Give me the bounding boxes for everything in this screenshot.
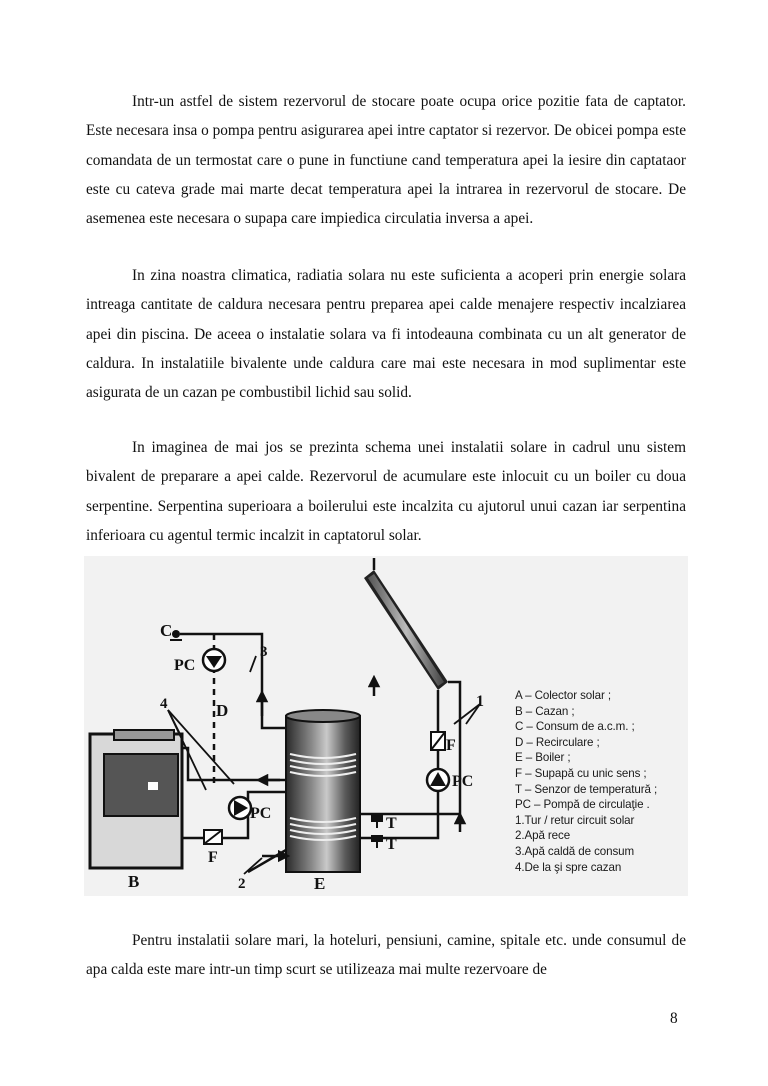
label-1: 1 [476, 693, 484, 710]
label-3: 3 [260, 644, 268, 660]
paragraph-3: In imaginea de mai jos se prezinta schema unei instalatii solare in cadrul unu sistem bivalent de preparare a apei calde. Rezervorul de acumulare este inlocuit cu un boiler cu doua serpentine. Serpentina superioara a boilerului este incalzita cu ajutorul unui cazan iar serpentina inferioara cu agentul termic incalzit in captatorul solar. [86, 439, 686, 544]
legend-item: 2.Apă rece [515, 829, 571, 843]
legend-item: A – Colector solar ; [515, 689, 611, 702]
legend-item: B – Cazan ; [515, 704, 575, 718]
label-pc-top: PC [174, 657, 196, 674]
legend-item: 4.De la şi spre cazan [515, 860, 622, 874]
label-2: 2 [238, 876, 246, 892]
paragraph-4: Pentru instalatii solare mari, la hoteluri, pensiuni, camine, spitale etc. unde consumul de apa calda este mare intr-un timp scurt se utilizeaza mai multe rezervoare de [86, 932, 686, 979]
temperature-sensors [372, 816, 382, 848]
label-f-left: F [208, 849, 218, 866]
check-valve-left [204, 830, 222, 844]
paragraph-2: In zina noastra climatica, radiatia solara nu este suficienta a acoperi prin energie solara intreaga cantitate de caldura necesara pentru preparea apei calde menajere respectiv incalziarea apei din piscina. De aceea o instalatie solara va fi intodeauna combinata cu un alt generator de caldura. In instalatiile bivalente unde caldura care mai este necesara in mod suplimentar este asigurata de un cazan pe combustibil lichid sau solid. [86, 267, 686, 402]
pump-right [427, 769, 449, 791]
label-t1: T [386, 815, 397, 832]
legend-item: 1.Tur / retur circuit solar [515, 813, 635, 827]
boiler-tank [286, 710, 360, 872]
label-pc-right: PC [452, 773, 474, 790]
legend-item: T – Senzor de temperatură ; [515, 782, 658, 796]
legend-item: C – Consum de a.c.m. ; [515, 720, 635, 734]
legend-item: PC – Pompă de circulaţie . [515, 798, 650, 812]
check-valve-right [431, 732, 445, 750]
label-f-right: F [446, 737, 456, 754]
label-d: D [216, 701, 229, 720]
label-pc-mid: PC [250, 805, 272, 822]
diagram-legend [515, 688, 690, 875]
paragraph-1: Intr-un astfel de sistem rezervorul de stocare poate ocupa orice pozitie fata de captator. Este necesara insa o pompa pentru asigurarea apei intre captator si rezervor. De obicei pompa este comandata de un termostat care o pune in functiune cand temperatura apei la iesire din captataor este cu cateva grade mai marte decat temperatura apei la intrarea in rezervorul de stocare. De asemenea este necesara o supapa care impiedica circulatia inversa a apei. [86, 93, 686, 228]
solar-collector [364, 570, 448, 690]
page-number: 8 [670, 1010, 678, 1027]
legend-item: D – Recirculare ; [515, 735, 600, 749]
legend-item: E – Boiler ; [515, 751, 571, 765]
legend-item: F – Supapă cu unic sens ; [515, 766, 647, 780]
label-4: 4 [160, 696, 168, 712]
pump-middle [229, 797, 251, 819]
label-t2: T [386, 836, 397, 853]
label-c: C [160, 621, 173, 640]
legend-item: 3.Apă caldă de consum [515, 844, 635, 858]
label-e: E [314, 874, 326, 893]
boiler-cazan [90, 730, 182, 868]
label-b: B [128, 872, 140, 891]
pump-top [203, 649, 225, 671]
